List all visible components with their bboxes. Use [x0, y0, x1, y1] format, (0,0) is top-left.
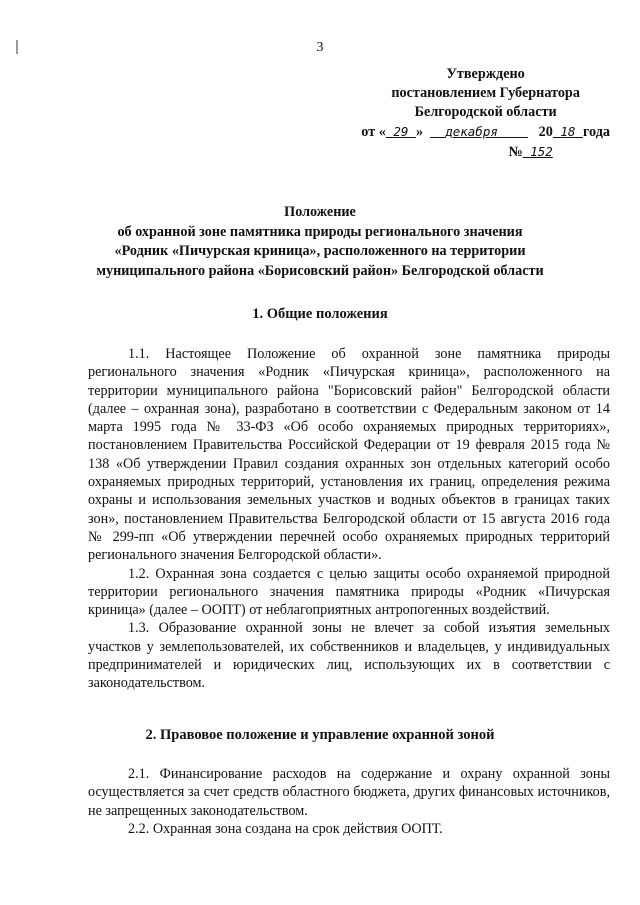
title-line2: об охранной зоне памятника природы регионального значения — [117, 223, 523, 240]
date-day: 29 — [393, 124, 409, 139]
document-title — [0, 203, 640, 281]
year-suffix: 18 — [560, 124, 576, 139]
year-word: года — [582, 124, 610, 140]
number-value: 152 — [530, 144, 553, 159]
title-line3: «Родник «Пичурская криница», расположенного на территории — [114, 243, 526, 259]
approval-stamp — [361, 65, 610, 162]
page-number: 3 — [316, 40, 324, 55]
title-line4: муниципального района «Борисовский район» Белгородской области — [96, 262, 544, 279]
paragraph-1-1: 1.1. Настоящее Положение об охранной зоне памятника природы регионального значения «Родник «Пичурская криница», расположенного на территории муниципального района "Борисовский район" Белгородской области (далее – охранная зона), разработано в соответствии с Федеральным законом от 14 марта 1995 года № 33-ФЗ «Об особо охраняемых природных территориях», постановлением Правительства Российской Федерации от 19 февраля 2015 года № 138 «Об утверждении Правил создания охранных зон отдельных категорий особо охраняемых природных территорий, установления их границ, определения режима охраны и использования земельных участков и водных объектов в границах таких зон», постановлением Правительства Белгородской области от 15 августа 2016 года № 299-пп «Об утверждении перечней особо охраняемых природных территорий регионального значения Белгородской области». — [88, 346, 610, 564]
section2-heading: 2. Правовое положение и управление охранной зоной — [145, 727, 495, 743]
paragraph-2-2: 2.2. Охранная зона создана на срок действия ООПТ. — [128, 820, 443, 837]
section2-body — [88, 765, 610, 838]
paragraph-1-2: 1.2. Охранная зона создается с целью защиты особо охраняемой природной территории регионального значения памятника природы «Родник «Пичурская криница» (далее – ООПТ) от неблагоприятных антропогенных воздействий. — [88, 565, 610, 619]
date-prefix: от « — [361, 124, 386, 140]
number-prefix: № — [508, 144, 523, 160]
section1-body — [88, 345, 610, 693]
year-prefix: 20 — [538, 124, 553, 140]
approval-line1: Утверждено — [446, 66, 525, 82]
approval-line3: Белгородской области — [414, 104, 557, 120]
date-month: декабря — [445, 124, 498, 139]
section1-heading: 1. Общие положения — [252, 306, 388, 322]
date-mid: » — [415, 124, 424, 140]
approval-date — [361, 122, 610, 142]
title-line1: Положение — [284, 204, 356, 220]
paragraph-2-1: 2.1. Финансирование расходов на содержание и охрану охранной зоны осуществляется за счет средств областного бюджета, других финансовых источников, не запрещенных законодательством. — [88, 766, 610, 819]
approval-line2: постановлением Губернатора — [391, 85, 580, 101]
paragraph-1-3: 1.3. Образование охранной зоны не влечет за собой изъятия земельных участков у землепользователей, их собственников и владельцев, у индивидуальных предпринимателей и юридических лиц, использующих их в соответствии с законодательством. — [88, 620, 610, 692]
approval-number — [361, 142, 610, 162]
